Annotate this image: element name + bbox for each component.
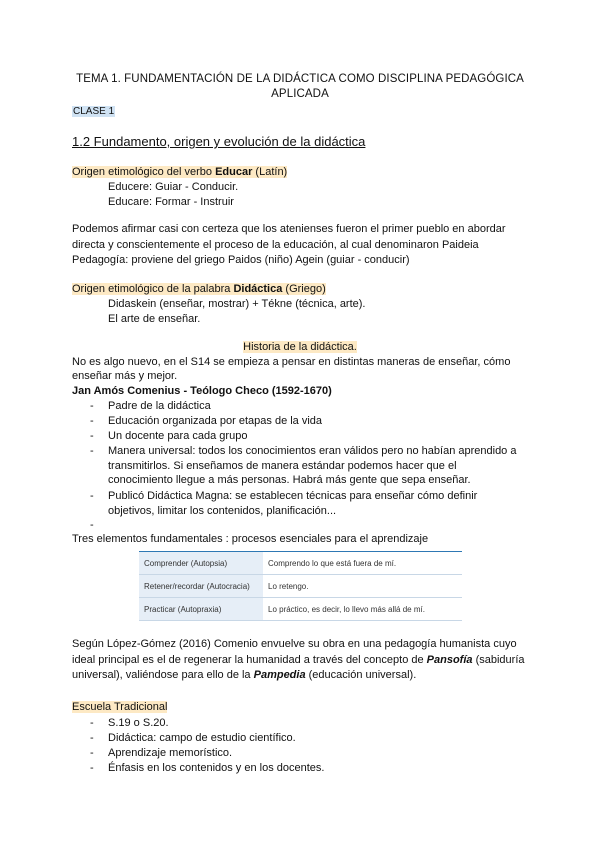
table-cell-desc: Lo retengo. [263,575,462,598]
table-cell-term: Practicar (Autopraxia) [139,598,263,621]
table-cell-term: Retener/recordar (Autocracia) [139,575,263,598]
list-item: Aprendizaje memorístico. [108,747,233,759]
list-dash: - [90,490,94,502]
list-item: Educación organizada por etapas de la vida [108,415,323,427]
list-dash: - [90,717,94,729]
didactica-line: El arte de enseñar. [108,313,201,325]
historia-heading: Historia de la didáctica. [243,341,357,353]
list-dash: - [90,747,94,759]
list-dash: - [90,732,94,744]
paragraph-atenienses: Podemos afirmar casi con certeza que los atenienses fueron el primer pueblo en abordar directa y conscientemente el proceso de la educación, al cual denominaron Paideia Pedagogía: proviene del griego Paidos (niño) Agein (guiar - conducir) [72,223,506,266]
educar-line: Educare: Formar - Instruir [108,196,234,208]
list-item: S.19 o S.20. [108,717,169,729]
escuela-heading: Escuela Tradicional [72,701,168,713]
list-item: Un docente para cada grupo [108,430,248,442]
list-dash: - [90,400,94,412]
educar-heading: Origen etimológico del verbo Educar (Latín) [72,166,288,178]
list-item: Didáctica: campo de estudio científico. [108,732,296,744]
table-row [139,575,462,598]
page-title: TEMA 1. FUNDAMENTACIÓN DE LA DIDÁCTICA COMO DISCIPLINA PEDAGÓGICA APLICADA [76,73,524,100]
list-dash: - [90,519,94,531]
list-dash: - [90,445,94,457]
comenius-heading: Jan Amós Comenius - Teólogo Checo (1592-1670) [72,385,332,397]
table-row [139,598,462,621]
lopez-paragraph: Según López-Gómez (2016) Comenio envuelve su obra en una pedagogía humanista cuyo ideal principal es el de regenerar la humanidad a través del concepto de Pansofía (sabiduría universal), valiéndose para ello de la Pampedia (educación universal). [72,638,525,681]
section-heading: 1.2 Fundamento, origen y evolución de la didáctica [72,134,366,149]
table-row [139,552,462,575]
table-cell-desc: Lo práctico, es decir, lo llevo más allá de mí. [263,598,462,621]
list-item: Padre de la didáctica [108,400,211,412]
list-item: Publicó Didáctica Magna: se establecen técnicas para enseñar cómo definir objetivos, limitar los contenidos, planificación... [108,490,478,517]
historia-text: No es algo nuevo, en el S14 se empieza a pensar en distintas maneras de enseñar, cómo enseñar más y mejor. [72,356,511,382]
didactica-heading: Origen etimológico de la palabra Didáctica (Griego) [72,283,326,295]
list-item: Manera universal: todos los conocimientos eran válidos pero no habían aprendido a transmitirlos. Si enseñamos de manera estándar podemos hacer que el conocimiento llegue a más personas. Habrá más gente que sepa enseñar. [108,445,517,486]
list-dash: - [90,762,94,774]
list-dash: - [90,415,94,427]
table-cell-desc: Comprendo lo que está fuera de mí. [263,552,462,575]
list-item: Énfasis en los contenidos y en los docentes. [108,762,325,774]
educar-line: Educere: Guiar - Conducir. [108,181,239,193]
table-cell-term: Comprender (Autopsia) [139,552,263,575]
clase-label: CLASE 1 [73,106,115,117]
list-dash: - [90,430,94,442]
elements-table [139,551,462,621]
tres-elementos: Tres elementos fundamentales : procesos esenciales para el aprendizaje [72,533,429,545]
didactica-line: Didaskein (enseñar, mostrar) + Tékne (técnica, arte). [108,298,366,310]
